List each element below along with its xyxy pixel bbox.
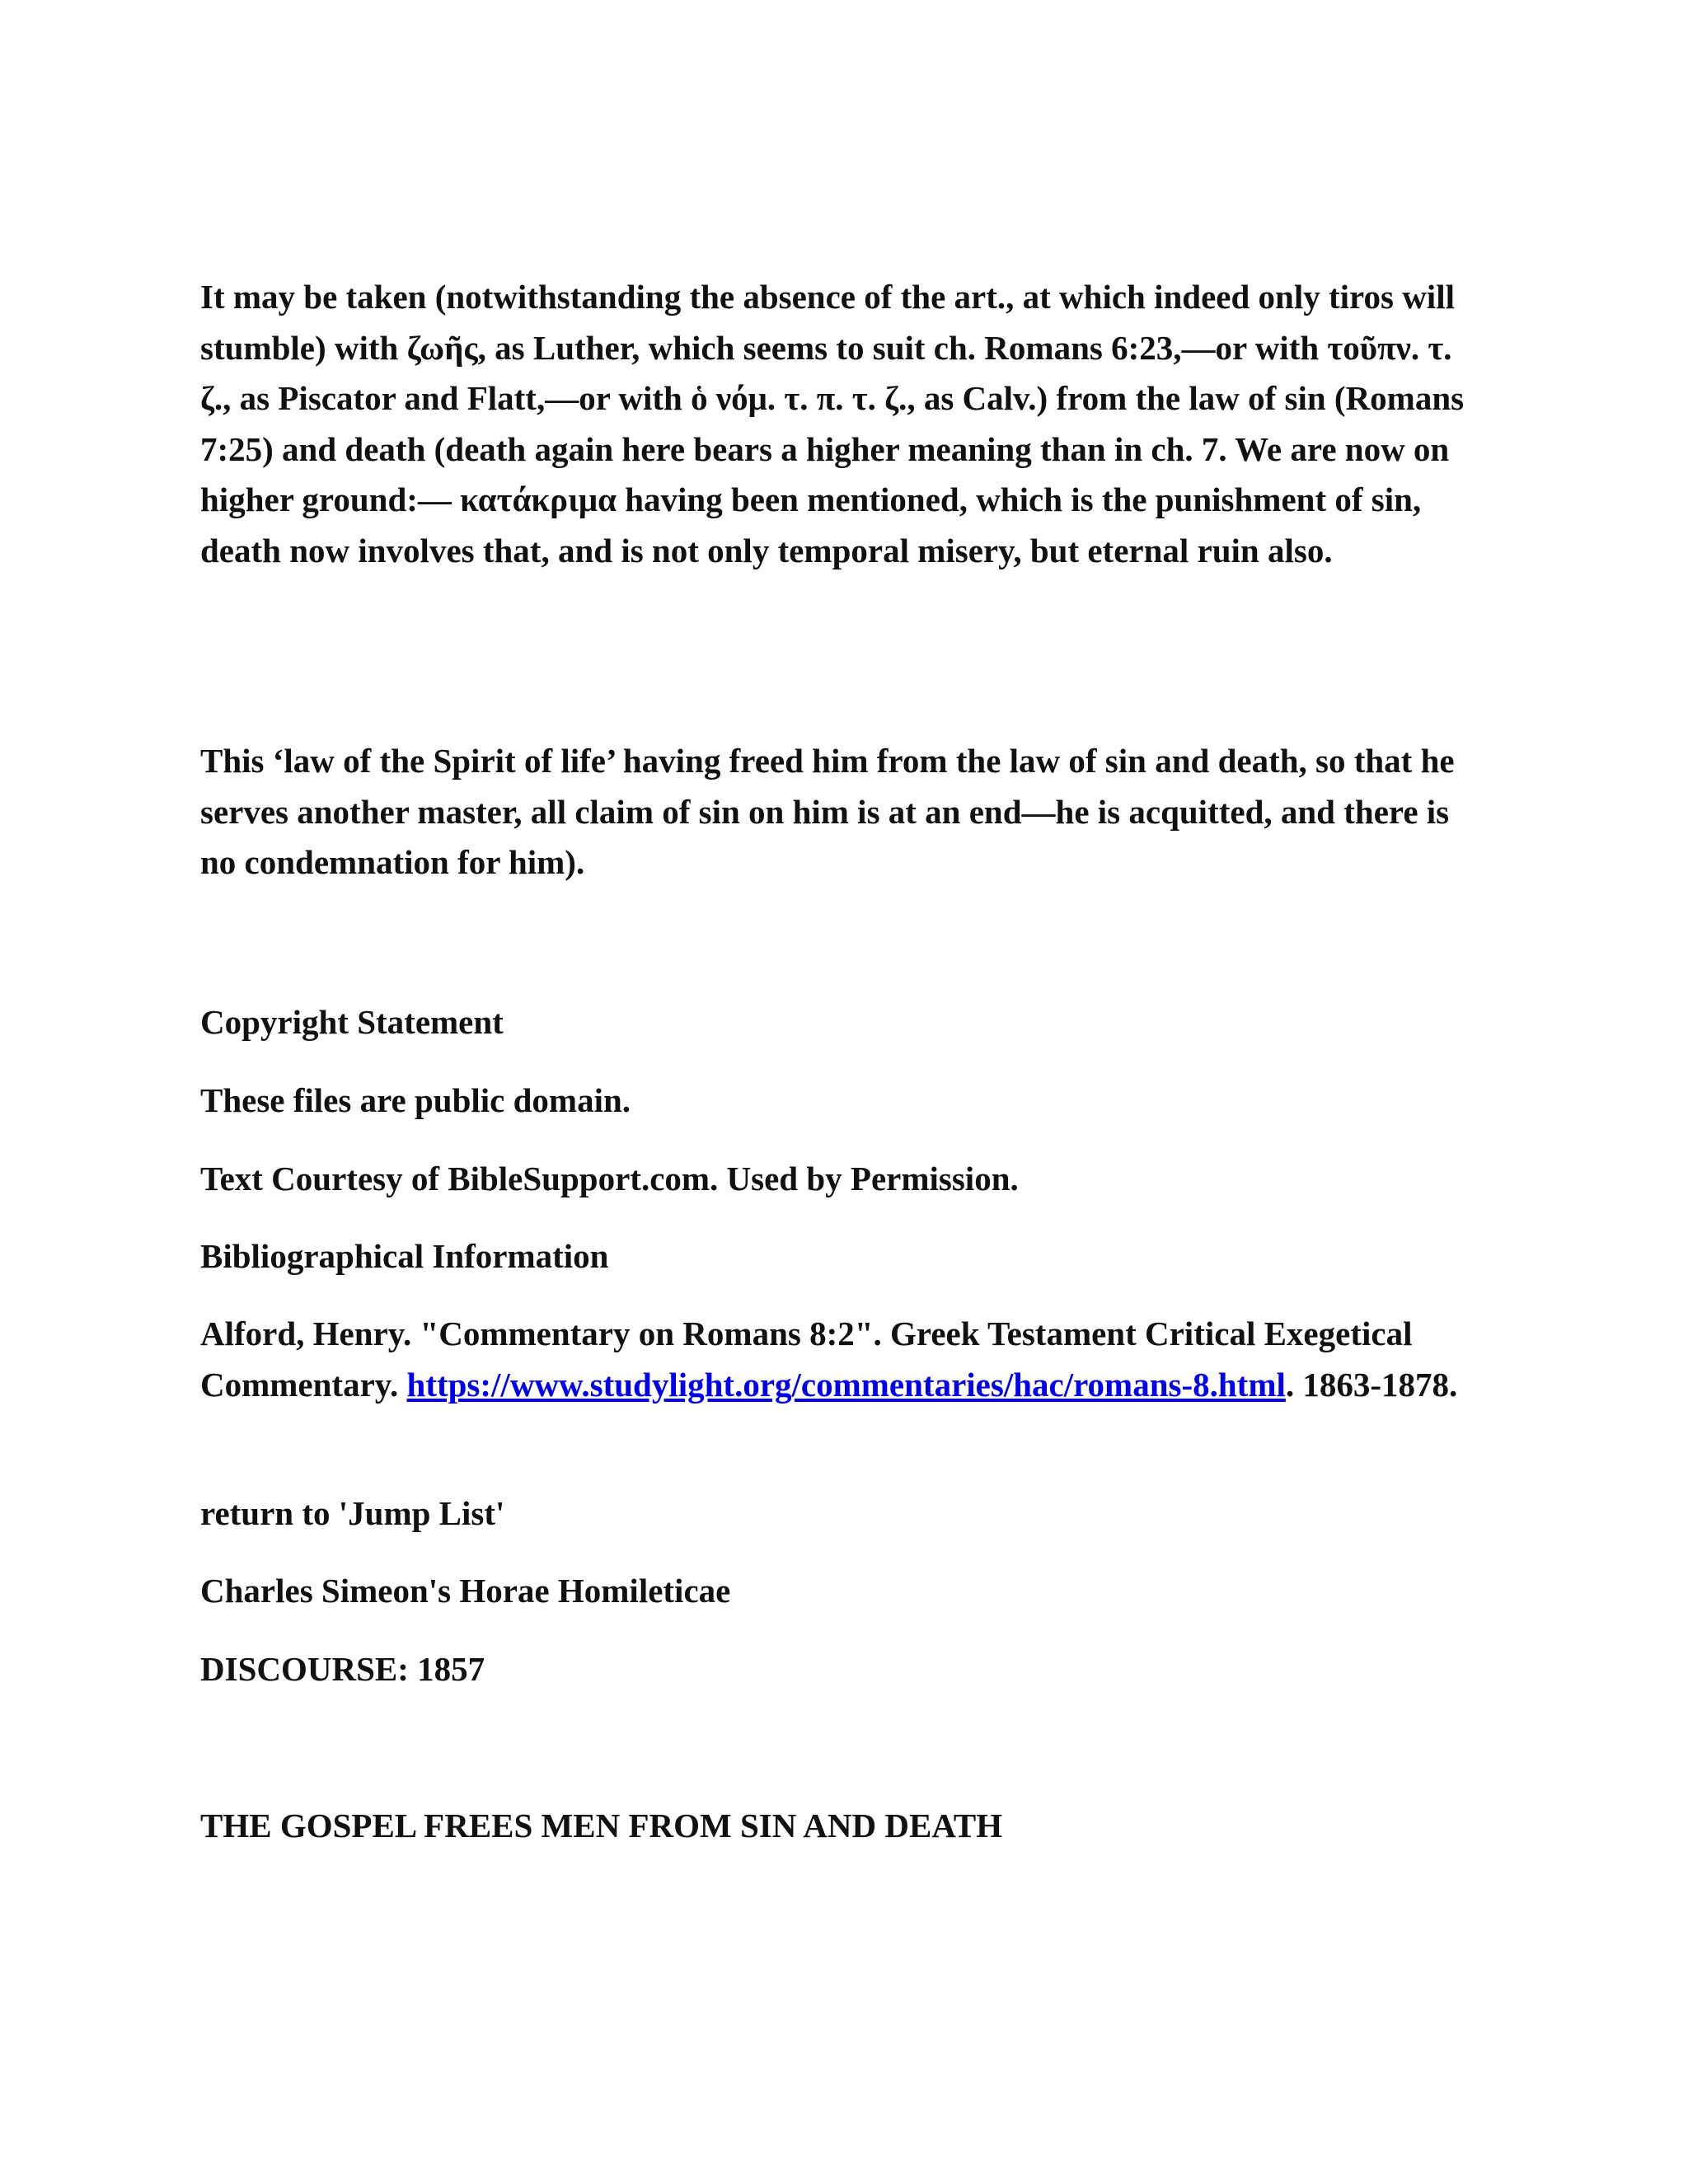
citation [200, 1309, 1486, 1410]
discourse-heading: THE GOSPEL FREES MEN FROM SIN AND DEATH [200, 1807, 1003, 1844]
citation-text: Alford, Henry. "Commentary on Romans 8:2". Greek Testament Critical Exegetical Commentary. [200, 1315, 1413, 1404]
citation-years: . 1863-1878. [1285, 1365, 1458, 1404]
commentary-paragraph-1: It may be taken (notwithstanding the absence of the art., at which indeed only tiros will stumble) with ζωῆς, as Luther, which seems to suit ch. Romans 6:23,—or with τοῦπν. τ. ζ., as Piscator and Flatt,—or with ὁ νόμ. τ. π. τ. ζ., as Calv.) from the law of sin (Romans 7:25) and death (death again here bears a higher meaning than in ch. 7. We are now on higher ground:— κατάκριμα having been mentioned, which is the punishment of sin, death now involves that, and is not only temporal misery, but eternal ruin also. [200, 278, 1465, 569]
commentary-link[interactable]: https://www.studylight.org/commentaries/hac/romans-8.html [406, 1365, 1286, 1404]
public-domain-notice: These files are public domain. [200, 1081, 631, 1119]
discourse-number: DISCOURSE: 1857 [200, 1650, 485, 1688]
courtesy-notice: Text Courtesy of BibleSupport.com. Used by Permission. [200, 1160, 1019, 1197]
bibliographical-heading: Bibliographical Information [200, 1237, 609, 1275]
work-title: Charles Simeon's Horae Homileticae [200, 1572, 731, 1610]
return-to-jump-list-link[interactable]: return to 'Jump List' [200, 1494, 505, 1532]
commentary-paragraph-2: This ‘law of the Spirit of life’ having freed him from the law of sin and death, so that he serves another master, all claim of sin on him is at an end—he is acquitted, and there is no condemnation for him). [200, 742, 1455, 881]
copyright-heading: Copyright Statement [200, 1003, 504, 1041]
